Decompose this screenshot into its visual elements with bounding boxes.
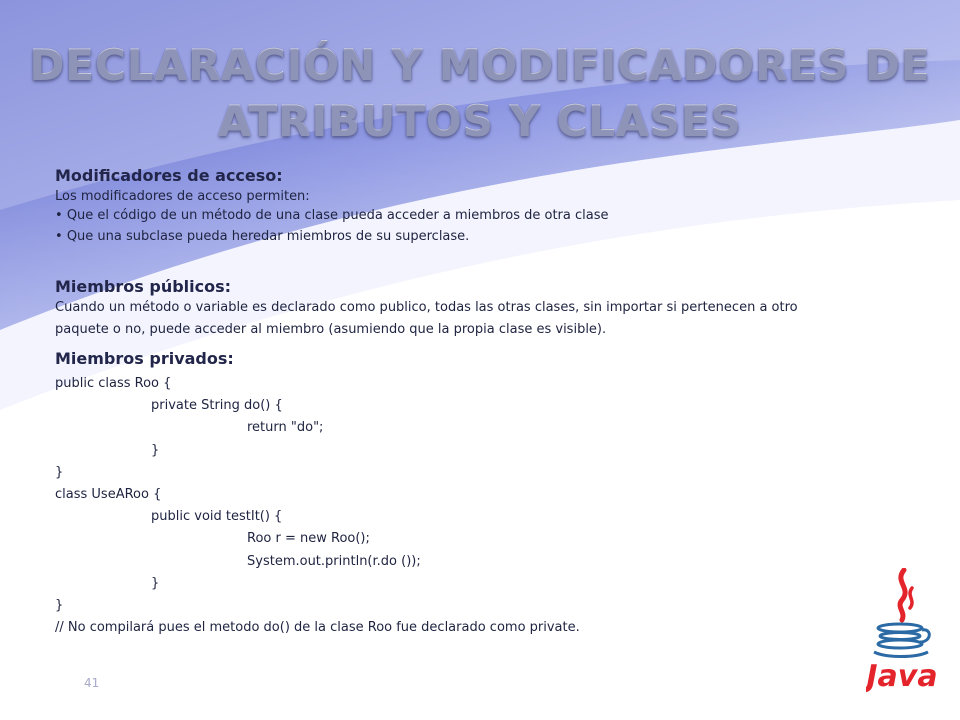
- java-logo-text: Java: [866, 659, 938, 694]
- page-number: 41: [84, 676, 100, 690]
- code-line: }: [151, 575, 160, 591]
- code-line: System.out.println(r.do ());: [247, 553, 421, 569]
- access-modifiers-heading: Modificadores de acceso:: [55, 166, 283, 185]
- slide-title: [0, 38, 960, 150]
- code-comment: // No compilará pues el metodo do() de la clase Roo fue declarado como private.: [55, 620, 580, 636]
- code-line: Roo r = new Roo();: [247, 531, 370, 547]
- code-line: public void testIt() {: [151, 509, 283, 525]
- code-line: public class Roo {: [55, 376, 172, 391]
- code-line: private String do() {: [151, 398, 283, 414]
- slide-title-line-2: ATRIBUTOS Y CLASES: [218, 97, 742, 146]
- code-example: [55, 373, 815, 639]
- code-line: }: [55, 464, 64, 480]
- access-modifiers-bullet: • Que una subclase pueda heredar miembros de su superclase.: [55, 226, 815, 247]
- code-line: class UseARoo {: [55, 487, 162, 503]
- public-members-text: Cuando un método o variable es declarado como publico, todas las otras clases, sin importar si pertenecen a otro paquete o no, puede acceder al miembro (asumiendo que la propia clase es visible).: [55, 300, 798, 337]
- code-line: }: [55, 598, 64, 614]
- access-modifiers-intro: Los modificadores de acceso permiten:: [55, 189, 310, 204]
- access-modifiers-bullet: • Que el código de un método de una clase pueda acceder a miembros de otra clase: [55, 205, 815, 226]
- slide-title-line-1: DECLARACIÓN Y MODIFICADORES DE: [29, 41, 931, 90]
- private-members-heading: Miembros privados:: [55, 349, 234, 368]
- code-line: }: [151, 442, 160, 458]
- public-members-heading: Miembros públicos:: [55, 277, 232, 296]
- java-logo-icon: [866, 568, 938, 694]
- slide-body: [55, 166, 815, 639]
- code-line: return "do";: [247, 420, 324, 436]
